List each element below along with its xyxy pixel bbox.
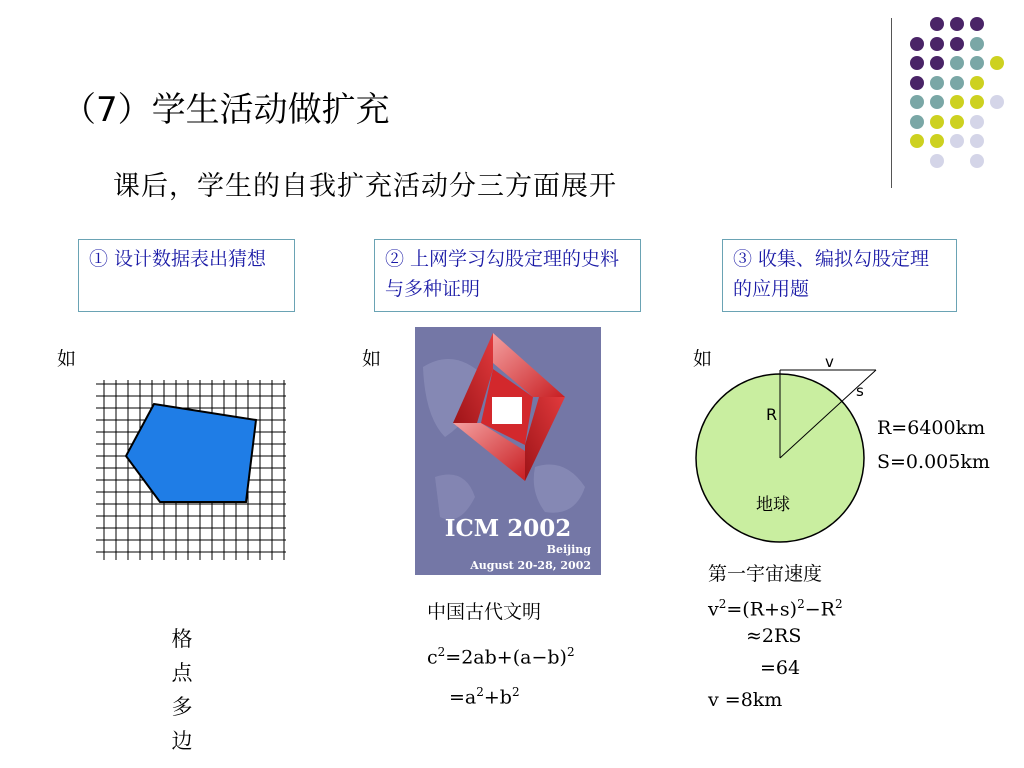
decorative-dot xyxy=(950,115,964,129)
eq-exp: 2 xyxy=(834,597,843,611)
decorative-dot xyxy=(950,76,964,90)
decorative-dot xyxy=(970,95,984,109)
poster-city: Beijing xyxy=(546,543,591,556)
label-r: R xyxy=(766,405,778,424)
formula-exp: 2 xyxy=(476,685,484,699)
ancient-civilization-caption: 中国古代文明 xyxy=(427,601,542,623)
decorative-dot xyxy=(910,76,924,90)
formula-exp: 2 xyxy=(566,645,575,659)
formula-c: c xyxy=(427,646,438,669)
poster-dates: August 20-28, 2002 xyxy=(470,559,591,572)
first-cosmic-velocity-heading: 第一宇宙速度 xyxy=(708,563,823,585)
velocity-eq-2: ≈2RS xyxy=(746,625,802,647)
page-title: （7）学生活动做扩充 xyxy=(62,90,390,130)
given-radius: R=6400km xyxy=(877,417,986,439)
decorative-dot xyxy=(990,95,1004,109)
eq-minus-r: −R xyxy=(804,598,835,621)
eq-rs: =(R+s) xyxy=(726,598,798,621)
label-s: s xyxy=(856,382,864,400)
activity-box-3-text: ③ 收集、编拟勾股定理的应用题 xyxy=(733,248,930,300)
decorative-dot xyxy=(950,56,964,70)
label-earth: 地球 xyxy=(756,495,790,515)
vertical-char-4: 边 xyxy=(171,729,193,753)
activity-box-3 xyxy=(722,239,957,312)
formula-a: =a xyxy=(449,686,477,709)
decorative-dot xyxy=(910,56,924,70)
activity-box-1-text: ① 设计数据表出猜想 xyxy=(89,248,267,270)
decorative-dot xyxy=(910,37,924,51)
pythagoras-formula-line-2 xyxy=(449,676,520,713)
eq-exp: 2 xyxy=(718,597,727,611)
vertical-label xyxy=(170,622,194,758)
decorative-dot xyxy=(930,154,944,168)
formula-rhs: =2ab+(a−b) xyxy=(445,646,567,669)
decorative-dot xyxy=(970,17,984,31)
formula-exp: 2 xyxy=(511,685,520,699)
decorative-dot xyxy=(910,115,924,129)
decorative-dot xyxy=(930,76,944,90)
formula-b: +b xyxy=(483,686,512,709)
decorative-dot xyxy=(970,56,984,70)
example-label-3: 如 xyxy=(693,348,713,370)
earth-diagram xyxy=(690,350,880,546)
subtitle: 课后，学生的自我扩充活动分三方面展开 xyxy=(113,171,617,202)
decorative-dot xyxy=(930,134,944,148)
decorative-dot xyxy=(910,134,924,148)
decorative-dot xyxy=(950,37,964,51)
vertical-char-2: 点 xyxy=(171,661,193,685)
activity-box-2-text: ② 上网学习勾股定理的史料与多种证明 xyxy=(385,248,620,300)
eq-v: v xyxy=(708,598,719,621)
lattice-polygon-figure xyxy=(96,380,292,570)
decorative-dot xyxy=(970,134,984,148)
decorative-dot xyxy=(970,37,984,51)
given-s: S=0.005km xyxy=(877,451,990,473)
divider-line xyxy=(891,18,892,188)
decorative-dot xyxy=(930,37,944,51)
poster-title: ICM 2002 xyxy=(444,515,572,542)
decorative-dot xyxy=(930,115,944,129)
decorative-dot xyxy=(990,56,1004,70)
example-label-2: 如 xyxy=(362,348,382,370)
pythagoras-formula-line-1 xyxy=(427,636,575,673)
decorative-dot xyxy=(930,17,944,31)
example-label-1: 如 xyxy=(57,348,77,370)
decorative-dot xyxy=(910,95,924,109)
vertical-char-1: 格 xyxy=(171,627,193,651)
decorative-dot xyxy=(970,154,984,168)
velocity-eq-4: v =8km xyxy=(708,689,783,711)
velocity-eq-3: =64 xyxy=(760,657,801,679)
decorative-dot xyxy=(950,134,964,148)
decorative-dot xyxy=(930,95,944,109)
icm-2002-poster xyxy=(415,327,601,575)
decorative-dot xyxy=(970,115,984,129)
decorative-dot xyxy=(930,56,944,70)
vertical-char-3: 多 xyxy=(171,695,193,719)
decorative-dot xyxy=(950,95,964,109)
activity-box-2 xyxy=(374,239,641,312)
activity-box-1 xyxy=(78,239,295,312)
decorative-dot xyxy=(970,76,984,90)
formula-exp: 2 xyxy=(437,645,446,659)
decorative-dot xyxy=(950,17,964,31)
label-v: v xyxy=(825,353,834,371)
eq-exp: 2 xyxy=(797,597,805,611)
